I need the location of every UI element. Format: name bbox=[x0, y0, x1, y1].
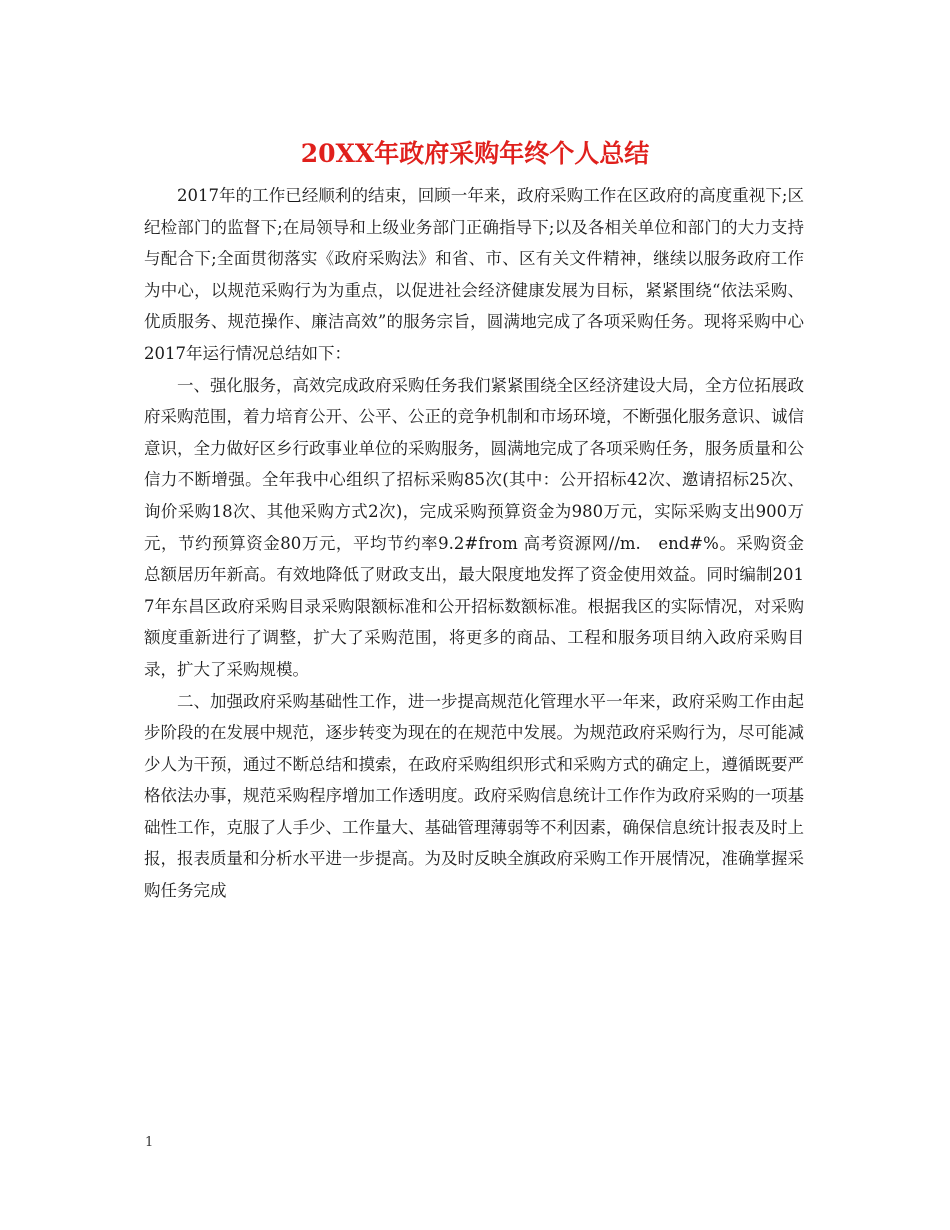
document-title: 20XX年政府采购年终个人总结 bbox=[300, 139, 650, 168]
page-number: 1 bbox=[145, 1135, 154, 1150]
paragraph-section-two: 二、加强政府采购基础性工作，进一步提高规范化管理水平一年来，政府采购工作由起步阶段的在发展中规范，逐步转变为现在的在规范中发展。为规范政府采购行为，尽可能减少人为干预，通过不断总结和摸索，在政府采购组织形式和采购方式的确定上，遵循既要严格依法办事，规范采购程序增加工作透明度。政府采购信息统计工作作为政府采购的一项基础性工作，克服了人手少、工作量大、基础管理薄弱等不利因素，确保信息统计报表及时上报，报表质量和分析水平进一步提高。为及时反映全旗政府采购工作开展情况，准确掌握采购任务完成 bbox=[144, 691, 804, 901]
paragraph-section-one: 一、强化服务，高效完成政府采购任务我们紧紧围绕全区经济建设大局，全方位拓展政府采购范围，着力培育公开、公平、公正的竞争机制和市场环境，不断强化服务意识、诚信意识，全力做好区乡行政事业单位的采购服务，圆满地完成了各项采购任务，服务质量和公信力不断增强。全年我中心组织了招标采购85次(其中：公开招标42次、邀请招标25次、询价采购18次、其他采购方式2次)，完成采购预算资金为980万元，实际采购支出900万元，节约预算资金80万元，平均节约率9.2#from 高考资源网//m. end#%。采购资金总额居历年新高。有效地降低了财政支出，最大限度地发挥了资金使用效益。同时编制2017年东昌区政府采购目录采购限额标准和公开招标数额标准。根据我区的实际情况，对采购额度重新进行了调整，扩大了采购范围，将更多的商品、工程和服务项目纳入政府采购目录，扩大了采购规模。 bbox=[144, 375, 804, 679]
paragraph-intro: 2017年的工作已经顺利的结束，回顾一年来，政府采购工作在区政府的高度重视下;区纪检部门的监督下;在局领导和上级业务部门正确指导下;以及各相关单位和部门的大力支持与配合下;全面贯彻落实《政府采购法》和省、市、区有关文件精神，继续以服务政府工作为中心，以规范采购行为为重点，以促进社会经济健康发展为目标，紧紧围绕“依法采购、优质服务、规范操作、廉洁高效”的服务宗旨，圆满地完成了各项采购任务。现将采购中心2017年运行情况总结如下： bbox=[144, 186, 804, 363]
document-body bbox=[144, 180, 804, 907]
